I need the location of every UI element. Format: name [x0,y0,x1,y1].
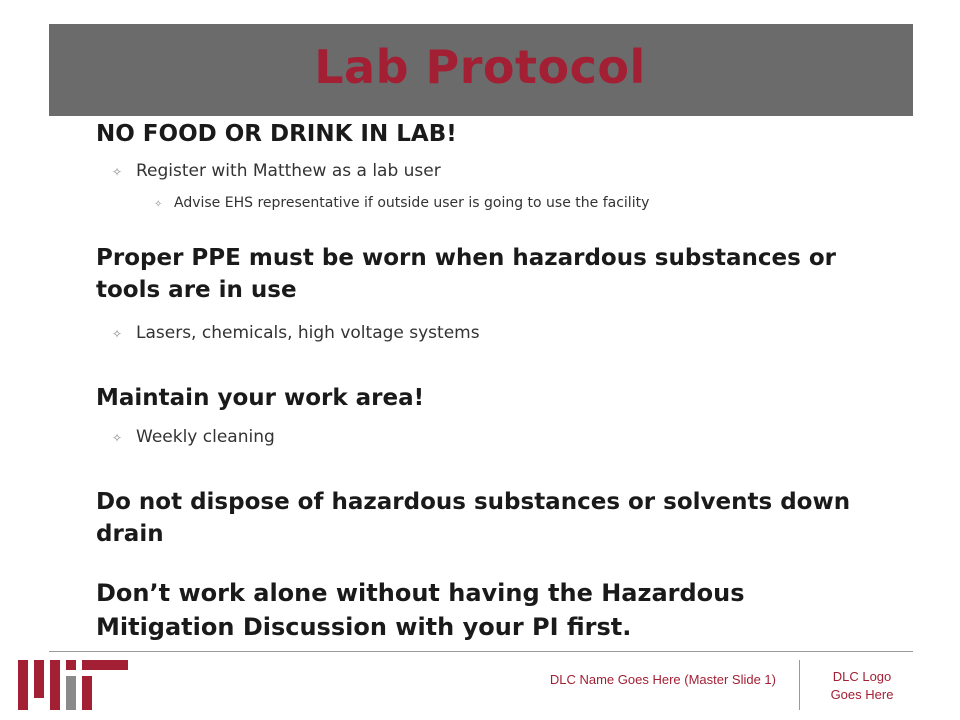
dlc-logo-placeholder [812,668,912,704]
sub-sub-bullet-advise [154,194,649,214]
diamond-bullet-icon: ✧ [112,327,123,341]
bullet-dispose: Do not dispose of hazardous substances or solvents down drain [96,489,851,547]
bullet-no-food: NO FOOD OR DRINK IN LAB! [96,121,457,147]
diamond-bullet-icon: ✧ [112,165,123,179]
diamond-bullet-icon: ✧ [112,431,123,445]
dlc-logo-line2: Goes Here [830,687,894,702]
sub-bullet-register [112,160,441,183]
bullet-dont-work-alone: Don’t work alone without having the Hazardous Mitigation Discussion with your PI first. [96,579,745,641]
footer-divider-line [49,651,913,652]
dlc-logo-line1: DLC Logo [832,669,892,684]
sub-bullet-cleaning [112,426,275,449]
sub-bullet-text: Lasers, chemicals, high voltage systems [136,323,480,343]
slide-title: Lab Protocol [314,40,646,94]
mit-logo [18,660,130,710]
footer-vertical-divider [799,660,800,710]
sub-bullet-text: Weekly cleaning [136,427,275,447]
diamond-bullet-icon: ✧ [154,199,163,210]
bullet-work-area: Maintain your work area! [96,385,425,411]
sub-bullet-text: Register with Matthew as a lab user [136,161,441,181]
sub-sub-bullet-text: Advise EHS representative if outside user is going to use the facility [174,195,650,211]
bullet-ppe: Proper PPE must be worn when hazardous substances or tools are in use [96,245,836,303]
dlc-name-text: DLC Name Goes Here (Master Slide 1) [549,672,776,687]
sub-bullet-lasers [112,322,480,345]
